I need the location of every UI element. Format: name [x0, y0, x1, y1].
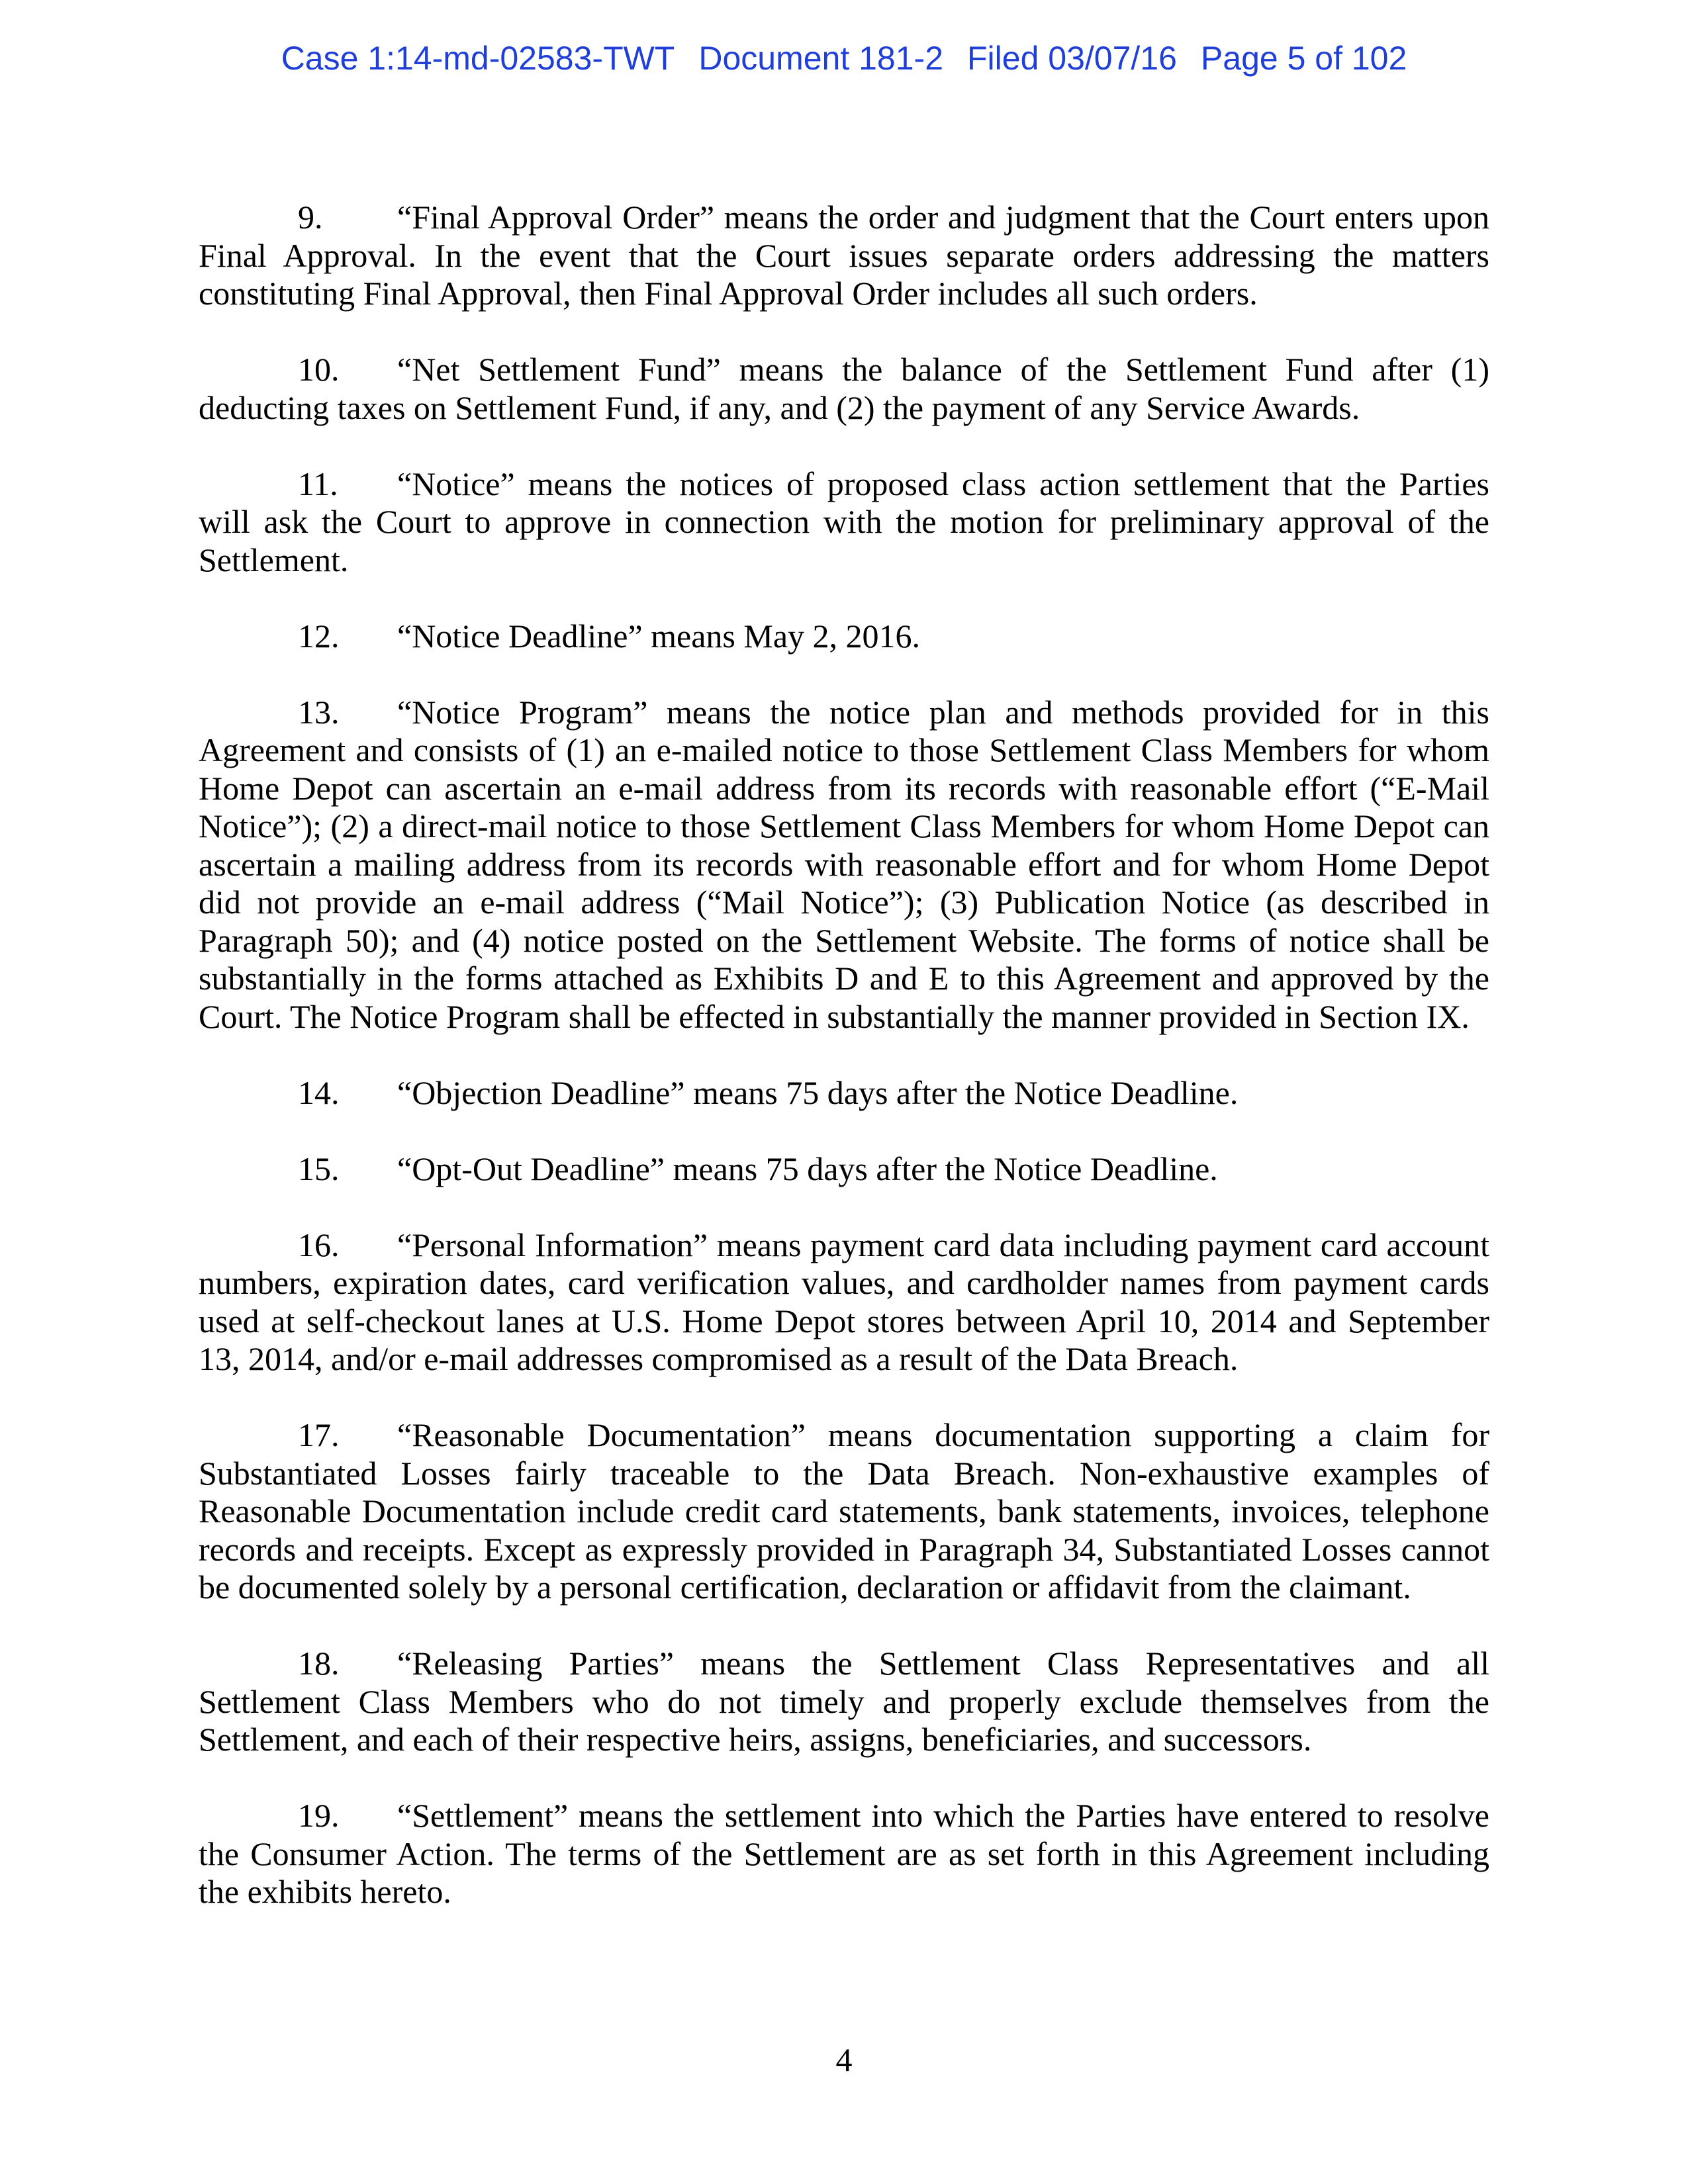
- filed-date: Filed 03/07/16: [967, 40, 1177, 77]
- paragraph-number: 12.: [298, 617, 340, 655]
- document-number: Document 181-2: [698, 40, 943, 77]
- paragraph-14: [199, 1074, 1489, 1113]
- filing-header: [0, 38, 1688, 78]
- paragraph-number: 16.: [298, 1226, 340, 1263]
- paragraph-text: “Notice Deadline” means May 2, 2016.: [397, 617, 921, 655]
- paragraph-text: “Settlement” means the settlement into which the Parties have entered to resolve the Consumer Action. The terms of the Settlement are as set forth in this Agreement including the exhibits hereto.: [199, 1797, 1489, 1910]
- case-number: Case 1:14-md-02583-TWT: [281, 40, 675, 77]
- page-of-total: Page 5 of 102: [1200, 40, 1407, 77]
- paragraph-number: 18.: [298, 1645, 340, 1682]
- paragraph-number: 10.: [298, 351, 340, 388]
- paragraph-text: “Reasonable Documentation” means documentation supporting a claim for Substantiated Losses fairly traceable to the Data Breach. Non-exhaustive examples of Reasonable Documentation include credit card statements, bank statements, invoices, telephone records and receipts. Except as expressly provided in Paragraph 34, Substantiated Losses cannot be documented solely by a personal certification, declaration or affidavit from the claimant.: [199, 1416, 1489, 1606]
- page-number: 4: [835, 2041, 853, 2078]
- paragraph-13: [199, 694, 1489, 1036]
- paragraph-19: [199, 1797, 1489, 1911]
- paragraph-11: [199, 465, 1489, 580]
- paragraph-text: “Net Settlement Fund” means the balance of the Settlement Fund after (1) deducting taxes on Settlement Fund, if any, and (2) the payment of any Service Awards.: [199, 351, 1489, 426]
- paragraph-16: [199, 1226, 1489, 1379]
- paragraph-number: 14.: [298, 1073, 340, 1111]
- paragraph-10: [199, 351, 1489, 427]
- paragraph-number: 9.: [298, 199, 323, 236]
- paragraph-15: [199, 1150, 1489, 1189]
- paragraph-text: “Opt-Out Deadline” means 75 days after the Notice Deadline.: [397, 1150, 1218, 1187]
- paragraph-18: [199, 1645, 1489, 1759]
- paragraph-9: [199, 199, 1489, 313]
- document-body: [199, 199, 1489, 1949]
- paragraph-number: 11.: [298, 465, 338, 502]
- paragraph-text: “Personal Information” means payment card data including payment card account numbers, expiration dates, card verification values, and cardholder names from payment cards used at self-checkout lanes at U.S. Home Depot stores between April 10, 2014 and September 13, 2014, and/or e-mail addresses compromised as a result of the Data Breach.: [199, 1226, 1489, 1377]
- paragraph-text: “Notice Program” means the notice plan and methods provided for in this Agreement and consists of (1) an e-mailed notice to those Settlement Class Members for whom Home Depot can ascertain an e-mail address from its records with reasonable effort (“E-Mail Notice”); (2) a direct-mail notice to those Settlement Class Members for whom Home Depot can ascertain a mailing address from its records with reasonable effort and for whom Home Depot did not provide an e-mail address (“Mail Notice”); (3) Publication Notice (as described in Paragraph 50); and (4) notice posted on the Settlement Website. The forms of notice shall be substantially in the forms attached as Exhibits D and E to this Agreement and approved by the Court. The Notice Program shall be effected in substantially the manner provided in Section IX.: [199, 693, 1489, 1035]
- paragraph-12: [199, 617, 1489, 656]
- paragraph-text: “Notice” means the notices of proposed class action settlement that the Parties will ask the Court to approve in connection with the motion for preliminary approval of the Settlement.: [199, 465, 1489, 578]
- paragraph-text: “Final Approval Order” means the order and judgment that the Court enters upon Final Approval. In the event that the Court issues separate orders addressing the matters constituting Final Approval, then Final Approval Order includes all such orders.: [199, 199, 1489, 312]
- paragraph-text: “Releasing Parties” means the Settlement Class Representatives and all Settlement Class Members who do not timely and properly exclude themselves from the Settlement, and each of their respective heirs, assigns, beneficiaries, and successors.: [199, 1645, 1489, 1758]
- paragraph-17: [199, 1416, 1489, 1607]
- paragraph-number: 15.: [298, 1150, 340, 1187]
- paragraph-text: “Objection Deadline” means 75 days after the Notice Deadline.: [397, 1073, 1239, 1111]
- paragraph-number: 19.: [298, 1797, 340, 1834]
- paragraph-number: 13.: [298, 693, 340, 731]
- paragraph-number: 17.: [298, 1416, 340, 1453]
